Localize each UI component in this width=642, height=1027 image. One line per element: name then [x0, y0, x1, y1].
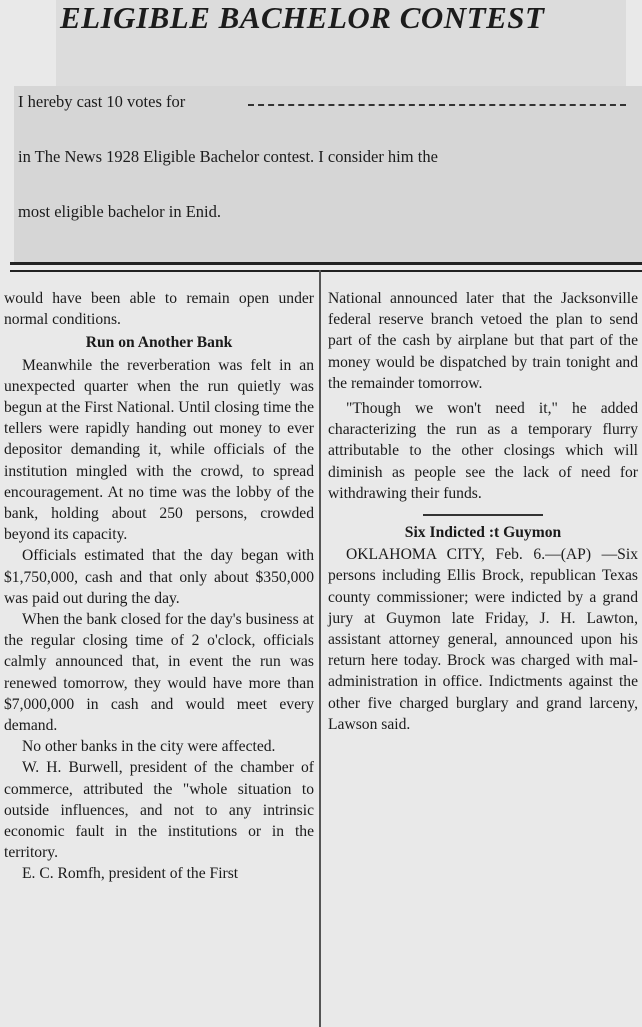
- coupon-vote-line: I hereby cast 10 votes for: [18, 92, 186, 111]
- right-column: [328, 288, 638, 735]
- right-paragraph-2: "Though we won't need it," he added characterizing the run as a temporary flurry attributable to the other closings which will diminish as people see the lack of need for withdrawing their funds.: [328, 400, 638, 502]
- top-rule-thin: [10, 270, 642, 272]
- left-paragraph-3: Officials estimated that the day began with $1,750,000, cash and that only about $350,000 was paid out during the day.: [4, 547, 314, 607]
- left-paragraph-1: would have been able to remain open under normal conditions.: [4, 290, 314, 329]
- coupon-contest-line: in The News 1928 Eligible Bachelor contest. I consider him the: [18, 147, 438, 166]
- left-paragraph-6: W. H. Burwell, president of the chamber of commerce, attributed the "whole situation to outside influences, and not to any intrinsic economic fault in the institutions or in the territory.: [4, 759, 314, 862]
- heading-run-on-another-bank: Run on Another Bank: [85, 334, 233, 352]
- left-paragraph-7: E. C. Romfh, president of the First: [22, 865, 239, 883]
- right-paragraph-3: OKLAHOMA CITY, Feb. 6.—(AP) —Six persons including Ellis Brock, republican Texas county commissioner; were indicted by a grand jury at Guymon late Friday, J. H. Lawton, assistant attorney general, announced upon his return here today. Brock was charged with mal-administration in office. Indictments against the other five charged burglary and grand larceny, Lawson said.: [328, 546, 638, 733]
- top-rule-thick: [10, 262, 642, 265]
- coupon-band-3: [14, 186, 642, 262]
- column-divider: [319, 270, 321, 1027]
- coupon-title: ELIGIBLE BACHELOR CONTEST: [60, 0, 545, 35]
- section-divider: [423, 514, 543, 516]
- right-paragraph-1: National announced later that the Jacksonville federal reserve branch vetoed the plan to send part of the cash by airplane but that part of the money would be dispatched by train tonight and the remainder tomorrow.: [328, 290, 638, 392]
- left-paragraph-4: When the bank closed for the day's business at the regular closing time of 2 o'clock, officials calmly announced that, in event the run was renewed tomorrow, they would have more than $7,000,000 in cash and would meet every demand.: [4, 611, 314, 735]
- left-paragraph-2: Meanwhile the reverberation was felt in an unexpected quarter when the run quietly was begun at the First National. Until closing time the tellers were rapidly handing out money to ever depositor demanding it, while officials of the institution mingled with the crowd, to spread encouragement. At no time was the lobby of the bank, holding about 250 persons, crowded beyond its capacity.: [4, 356, 314, 544]
- coupon-closing-line: most eligible bachelor in Enid.: [18, 202, 221, 221]
- left-column: [4, 288, 314, 885]
- heading-six-indicted: Six Indicted :t Guymon: [404, 524, 562, 542]
- left-paragraph-5: No other banks in the city were affected.: [22, 738, 276, 756]
- coupon-name-blank: [248, 104, 626, 106]
